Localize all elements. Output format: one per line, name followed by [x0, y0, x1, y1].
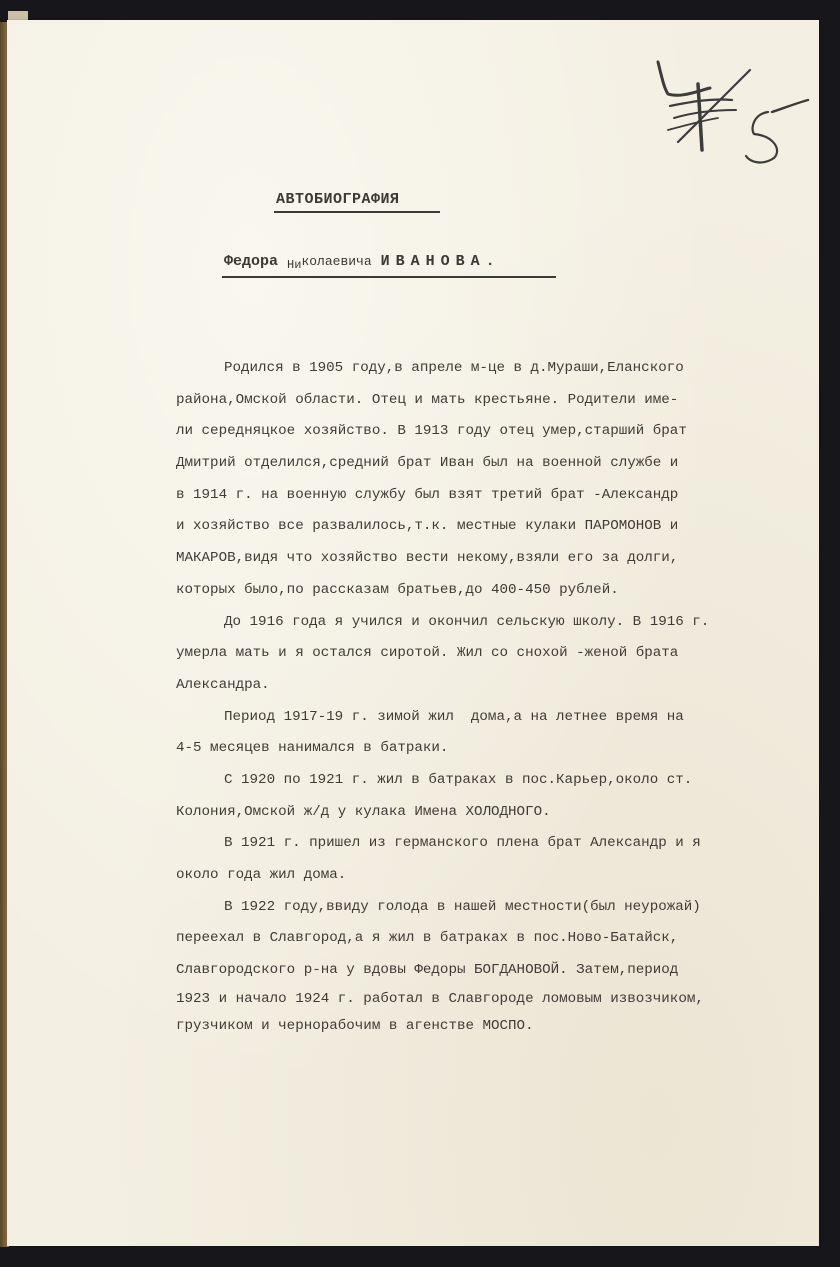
text-line: Славгородского р-на у вдовы Федоры БОГДАНОВОЙ. Затем,период	[176, 962, 679, 979]
text-line: переехал в Славгород,а я жил в батраках в пос.Ново-Батайск,	[176, 930, 679, 947]
text-line: До 1916 года я учился и окончил сельскую школу. В 1916 г.	[224, 613, 710, 630]
text-line: и хозяйство все развалилось,т.к. местные кулаки ПАРОМОНОВ и	[176, 518, 679, 535]
text-line: В 1922 году,ввиду голода в нашей местности(был неурожай)	[224, 898, 701, 915]
text-line: В 1921 г. пришел из германского плена брат Александр и я	[224, 835, 701, 852]
text-line: МАКАРОВ,видя что хозяйство вести некому,взяли его за долги,	[176, 550, 679, 567]
text-line: Родился в 1905 году,в апреле м-це в д.Мураши,Еланского	[224, 360, 684, 376]
text-line: 1923 и начало 1924 г. работал в Славгороде ломовым извозчиком,	[176, 990, 704, 1007]
document-body	[176, 353, 816, 1042]
text-line: 4-5 месяцев нанимался в батраки.	[176, 740, 449, 757]
text-line: района,Омской области. Отец и мать крестьяне. Родители име-	[176, 391, 679, 408]
title-underline	[274, 211, 440, 213]
text-line: грузчиком и чернорабочим в агенстве МОСПО.	[176, 1017, 534, 1034]
subtitle-patronymic-rest: колаевича	[301, 254, 372, 269]
text-line: Александра.	[176, 676, 270, 693]
text-line: Период 1917-19 г. зимой жил дома,а на летнее время на	[224, 708, 684, 725]
text-line: Колония,Омской ж/д у кулака Имена ХОЛОДНОГО.	[176, 803, 551, 820]
text-line: в 1914 г. на военную службу был взят третий брат -Александр	[176, 486, 679, 503]
text-line: около года жил дома.	[176, 867, 347, 883]
text-line: Дмитрий отделился,средний брат Иван был на военной службе и	[176, 455, 679, 472]
text-line: которых было,по рассказам братьев,до 400-450 рублей.	[176, 581, 619, 598]
subtitle-first-name: Федора	[224, 253, 279, 270]
document-subtitle	[224, 253, 501, 270]
text-line: ли середняцкое хозяйство. В 1913 году отец умер,старший брат	[176, 423, 687, 440]
text-line: С 1920 по 1921 г. жил в батраках в пос.Карьер,около ст.	[224, 771, 693, 788]
archive-page-number-icon	[650, 58, 810, 168]
subtitle-underline	[222, 276, 556, 278]
subtitle-patronymic-start: Ни	[287, 258, 302, 272]
subtitle-surname: ИВАНОВА.	[380, 253, 501, 270]
text-line: умерла мать и я остался сиротой. Жил со снохой -женой брата	[176, 645, 679, 662]
document-title: АВТОБИОГРАФИЯ	[276, 191, 400, 208]
